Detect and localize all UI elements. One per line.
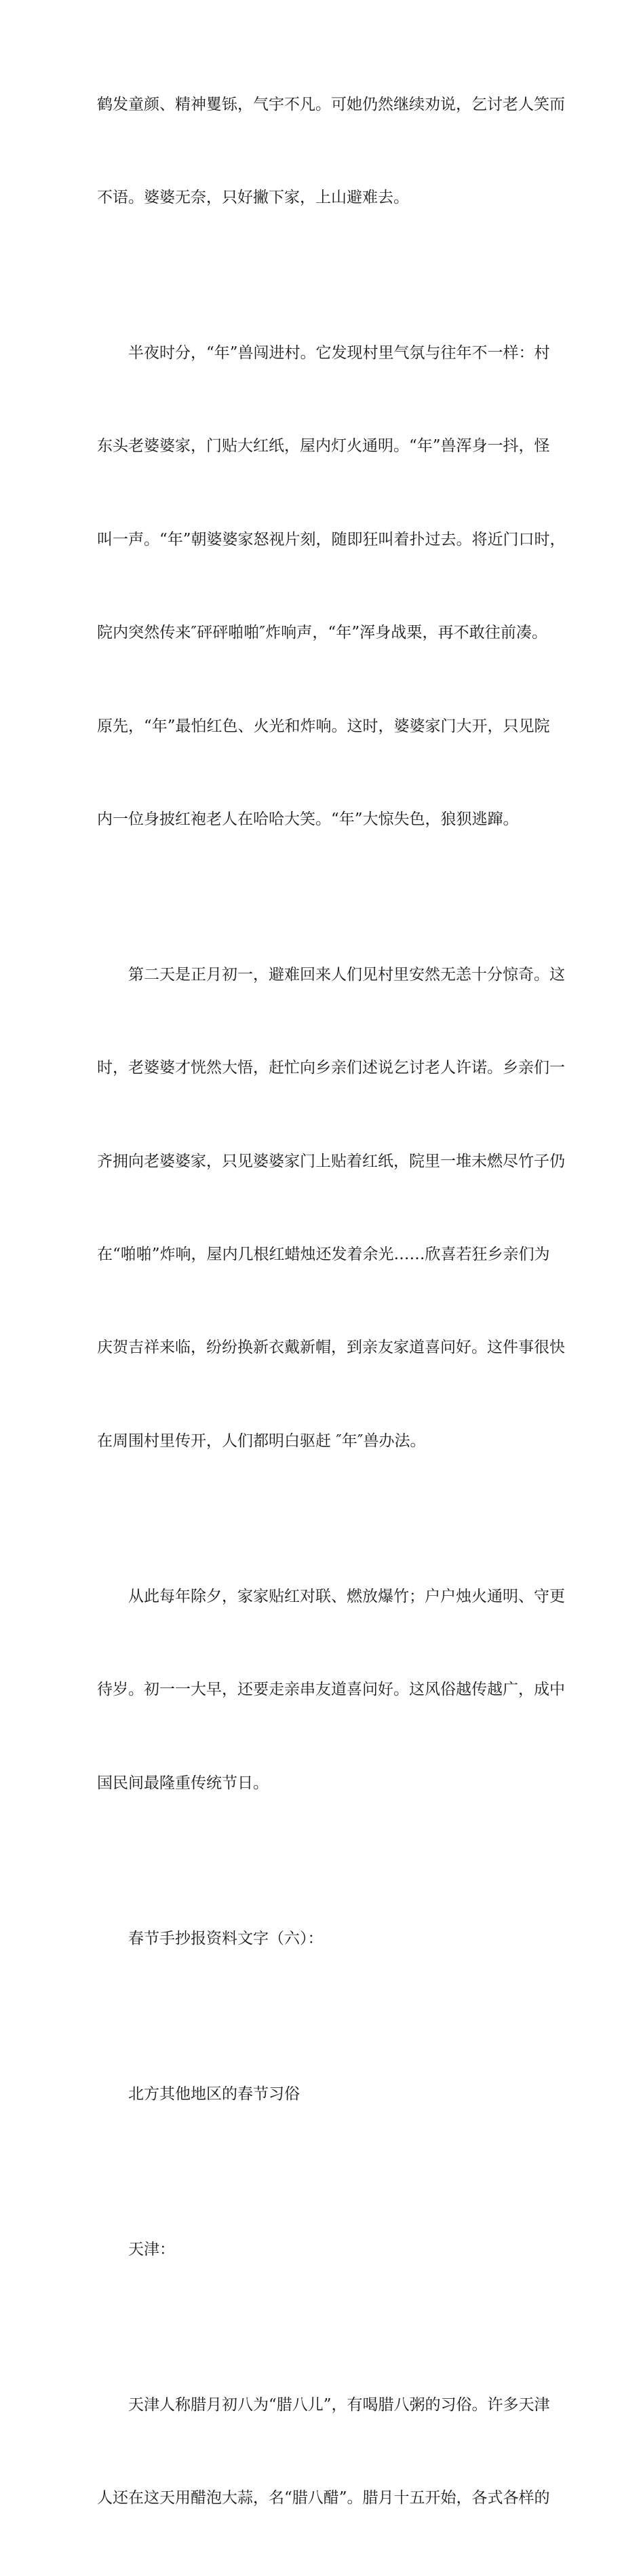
text-line: 待岁。初一一大早，还要走亲串友道喜问好。这风俗越传越广，成中 [97, 1681, 565, 1699]
text-line: 人还在这天用醋泡大蒜，名“腊八醋”。腊月十五开始，各式各样的 [97, 2488, 550, 2507]
text-line: 第二天是正月初一，避难回来人们见村里安然无恙十分惊奇。这 [128, 965, 565, 984]
text-line: 国民间最隆重传统节日。 [97, 1774, 269, 1792]
paragraph-2 [97, 276, 566, 897]
paragraph-4 [97, 1519, 565, 1861]
text-line: 原先，“年”最怕红色、火光和炸响。这时，婆婆家门大开，只见院 [97, 717, 550, 735]
section-heading [97, 1861, 547, 2017]
text-line: 在“啪啪”炸响，屋内几根红蜡烛还发着余光……欣喜若狂乡亲们为 [97, 1246, 550, 1264]
paragraph-3 [97, 897, 565, 1519]
text-line: 春节手抄报资料文字（六）： [128, 1929, 324, 1947]
text-line: 不语。婆婆无奈，只好撇下家，上山避难去。 [97, 188, 409, 206]
text-line: 齐拥向老婆婆家，只见婆婆家门上贴着红纸，院里一堆未燃尽竹子仍 [97, 1152, 565, 1170]
text-line: 在周围村里传开，人们都明白驱赶 ″年″兽办法。 [97, 1432, 426, 1450]
text-line: 时，老婆婆才恍然大悟，赶忙向乡亲们述说乞讨老人许诺。乡亲们一 [97, 1059, 565, 1077]
text-line: 庆贺吉祥来临，纷纷换新衣戴新帽，到亲友家道喜问好。这件事很快 [97, 1339, 565, 1357]
text-line: 天津： [128, 2240, 175, 2258]
text-line: 天津人称腊月初八为“腊八儿”，有喝腊八粥的习俗。许多天津 [128, 2395, 550, 2414]
document-body [97, 27, 566, 2576]
text-line: 内一位身披红袍老人在哈哈大笑。“年”大惊失色，狼狈逃蹿。 [97, 810, 519, 828]
paragraph-1 [97, 27, 565, 276]
text-line: 东头老婆婆家，门贴大红纸，屋内灯火通明。“年”兽浑身一抖，怪 [97, 437, 550, 455]
section-subtitle [97, 2017, 547, 2172]
text-line: 院内突然传来″砰砰啪啪″炸响声，“年”浑身战栗，再不敢往前凑。 [97, 624, 547, 642]
text-line: 叫一声。“年”朝婆婆家怒视片刻，随即狂叫着扑过去。将近门口时， [97, 530, 566, 548]
region-label [97, 2172, 547, 2328]
text-line: 从此每年除夕，家家贴红对联、燃放爆竹；户户烛火通明、守更 [128, 1587, 565, 1605]
text-line: 北方其他地区的春节习俗 [128, 2085, 300, 2103]
paragraph-5 [97, 2328, 550, 2576]
text-line: 半夜时分，“年”兽闯进村。它发现村里气氛与往年不一样：村 [128, 343, 550, 362]
text-line: 鹤发童颜、精神矍铄，气宇不凡。可她仍然继续劝说，乞讨老人笑而 [97, 95, 565, 113]
